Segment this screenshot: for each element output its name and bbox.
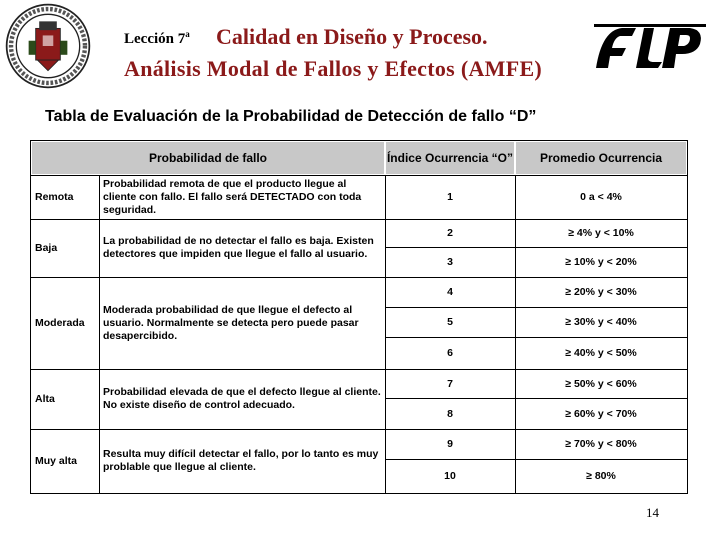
average-cell: ≥ 40% y < 50% [565, 347, 637, 359]
university-seal-icon [4, 2, 92, 90]
index-cell: 10 [444, 470, 456, 482]
index-cell: 6 [447, 347, 453, 359]
label-moderada: Moderada [35, 317, 85, 329]
table-title: Tabla de Evaluación de la Probabilidad de Detección de fallo “D” [45, 108, 537, 125]
index-cell: 5 [447, 316, 453, 328]
description-baja: La probabilidad de no detectar el fallo es baja. Existen detectores que impiden que llegue el fallo al usuario. [103, 235, 374, 260]
index-cell: 8 [447, 407, 453, 420]
header-probability: Probabilidad de fallo [31, 141, 385, 175]
index-cell: 1 [447, 191, 453, 203]
description-muy-alta: Resulta muy difícil detectar el fallo, por lo tanto es muy problable que llegue al cliente. [103, 448, 379, 473]
description-remota: Probabilidad remota de que el producto llegue al cliente con fallo. El fallo será DETECTADO con toda seguridad. [103, 177, 362, 216]
index-cell: 2 [447, 227, 453, 239]
course-title: Calidad en Diseño y Proceso. [216, 24, 488, 49]
institution-logo-icon [592, 22, 708, 74]
page-number: 14 [646, 505, 659, 520]
average-cell: ≥ 4% y < 10% [568, 227, 634, 239]
average-cell: ≥ 10% y < 20% [565, 256, 637, 268]
index-cell: 4 [447, 286, 453, 298]
index-cell: 7 [447, 377, 453, 390]
average-cell: ≥ 80% [586, 470, 616, 482]
average-cell: ≥ 50% y < 60% [565, 377, 637, 390]
description-alta: Probabilidad elevada de que el defecto llegue al cliente. No existe diseño de control adecuado. [103, 386, 381, 411]
average-cell: ≥ 70% y < 80% [565, 438, 637, 450]
average-cell: ≥ 60% y < 70% [565, 407, 637, 420]
label-baja: Baja [35, 242, 58, 254]
lesson-label: Lección 7$^a$ [124, 29, 190, 47]
label-alta: Alta [35, 393, 55, 405]
page-subtitle: Análisis Modal de Fallos y Efectos (AMFE) [124, 56, 543, 81]
header-occurrence-average: Promedio Ocurrencia [515, 141, 687, 175]
description-moderada: Moderada probabilidad de que llegue el defecto al usuario. Normalmente se detecta pero puede pasar desapercibido. [103, 303, 359, 342]
label-muy-alta: Muy alta [35, 455, 78, 467]
index-cell: 9 [447, 438, 453, 450]
label-remota: Remota [35, 191, 74, 203]
average-cell: 0 a < 4% [580, 191, 622, 203]
header-occurrence-index: Índice Ocurrencia “O” [385, 141, 515, 175]
average-cell: ≥ 30% y < 40% [565, 316, 637, 328]
index-cell: 3 [447, 256, 453, 268]
detection-probability-table [30, 140, 688, 494]
average-cell: ≥ 20% y < 30% [565, 286, 637, 298]
